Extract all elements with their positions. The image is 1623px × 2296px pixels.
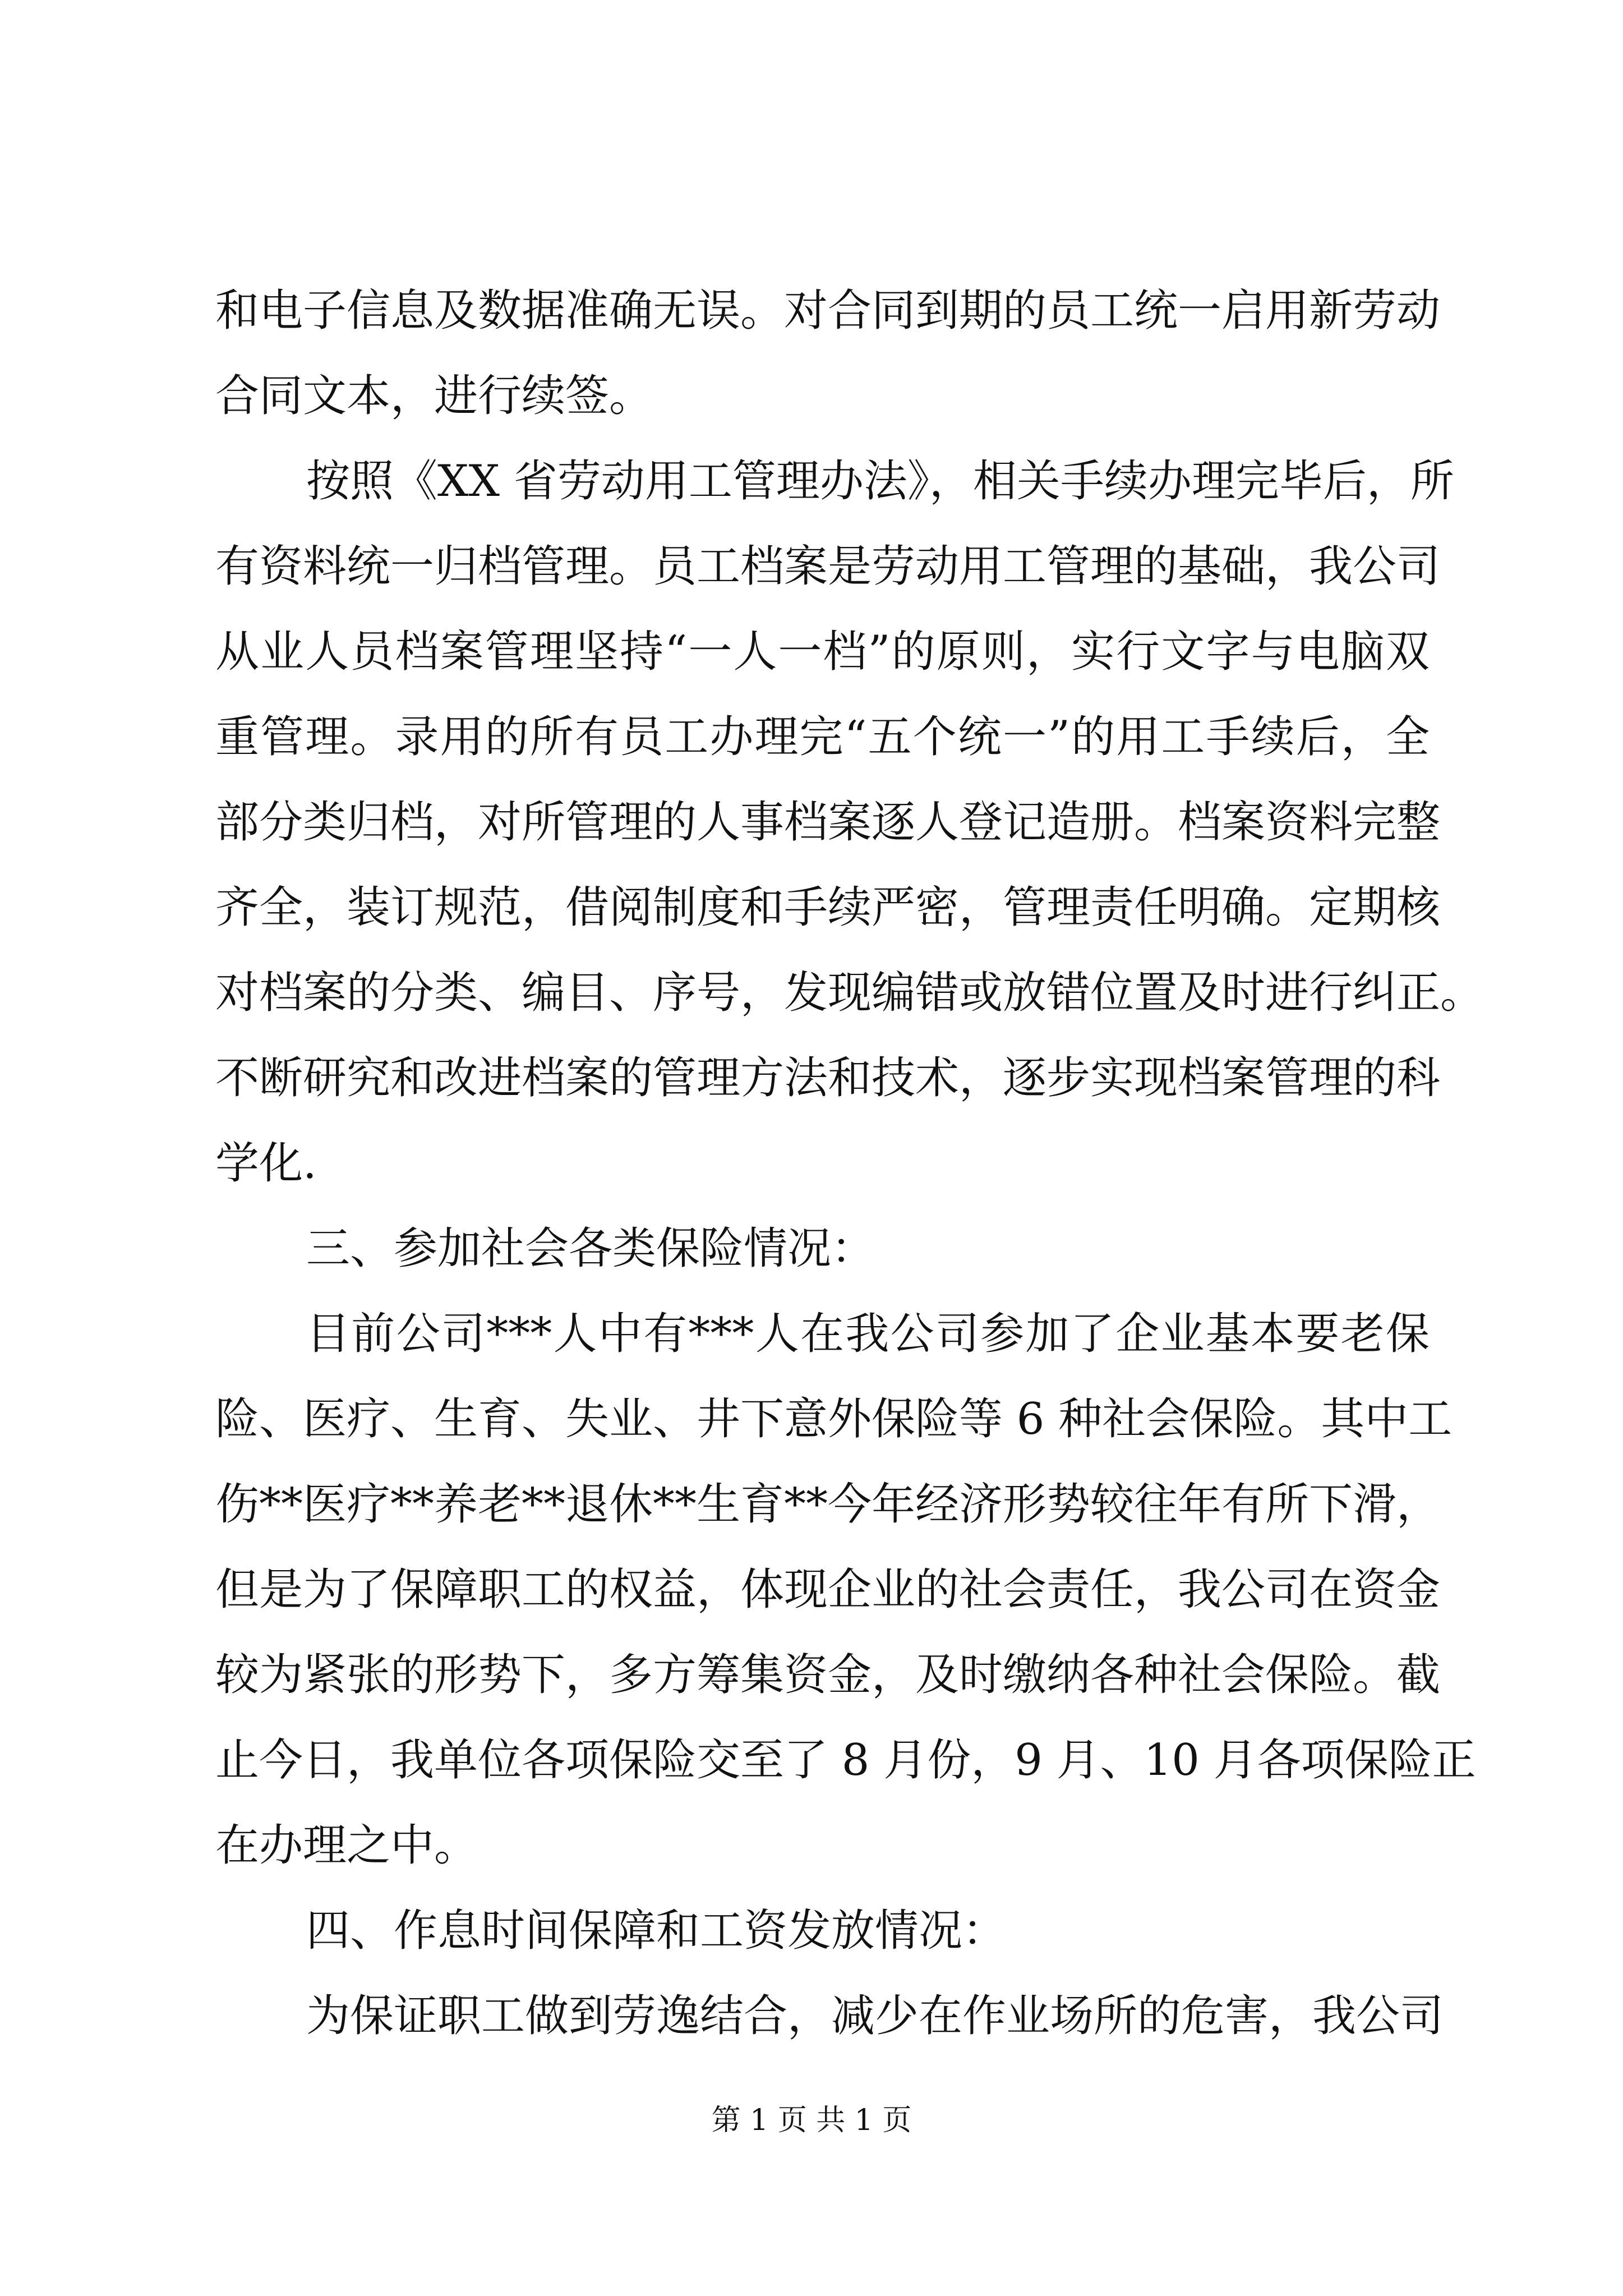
text-line: 有资料统一归档管理。员工档案是劳动用工管理的基础，我公司 [215, 541, 1441, 592]
paragraph-insurance-details [215, 1291, 1476, 1888]
text-line: 学化. [215, 1138, 317, 1189]
paragraph-archive-management [215, 439, 1484, 1206]
page-footer [0, 2101, 1623, 2140]
text-line: 险、医疗、生育、失业、井下意外保险等 6 种社会保险。其中工 [215, 1394, 1453, 1444]
section-heading: 三、参加社会各类保险情况： [306, 1223, 875, 1274]
paragraph-contract-continuation [215, 268, 1441, 439]
text-line: 部分类归档，对所管理的人事档案逐人登记造册。档案资料完整 [215, 797, 1441, 848]
text-line: 对档案的分类、编目、序号，发现编错或放错位置及时进行纠正。 [215, 968, 1484, 1018]
section-heading-insurance [215, 1206, 1430, 1291]
section-heading-working-hours [215, 1888, 1430, 1973]
text-line: 目前公司***人中有***人在我公司参加了企业基本要老保 [306, 1309, 1430, 1359]
document-body [215, 268, 1484, 2059]
text-line: 在办理之中。 [215, 1820, 478, 1871]
text-line: 重管理。录用的所有员工办理完“五个统一”的用工手续后，全 [215, 712, 1430, 762]
text-line: 较为紧张的形势下，多方筹集资金，及时缴纳各种社会保险。截 [215, 1650, 1441, 1700]
text-line: 和电子信息及数据准确无误。对合同到期的员工统一启用新劳动 [215, 286, 1441, 336]
text-line: 齐全，装订规范，借阅制度和手续严密，管理责任明确。定期核 [215, 882, 1441, 933]
page-number: 第 1 页 共 1 页 [711, 2104, 912, 2137]
text-line: 从业人员档案管理坚持“一人一档”的原则，实行文字与电脑双 [215, 627, 1430, 677]
text-line: 合同文本，进行续签。 [215, 371, 653, 421]
text-line: 止今日，我单位各项保险交至了 8 月份，9 月、10 月各项保险正 [215, 1735, 1476, 1786]
section-heading: 四、作息时间保障和工资发放情况： [306, 1906, 1007, 1956]
text-line: 伤**医疗**养老**退休**生育**今年经济形势较往年有所下滑， [215, 1479, 1441, 1530]
text-line: 为保证职工做到劳逸结合，减少在作业场所的危害，我公司 [306, 1991, 1444, 2041]
text-line: 不断研究和改进档案的管理方法和技术，逐步实现档案管理的科 [215, 1053, 1441, 1103]
paragraph-working-hours-details [215, 1973, 1444, 2059]
text-line: 但是为了保障职工的权益，体现企业的社会责任，我公司在资金 [215, 1565, 1441, 1615]
text-line: 按照《XX 省劳动用工管理办法》，相关手续办理完毕后，所 [306, 456, 1454, 507]
